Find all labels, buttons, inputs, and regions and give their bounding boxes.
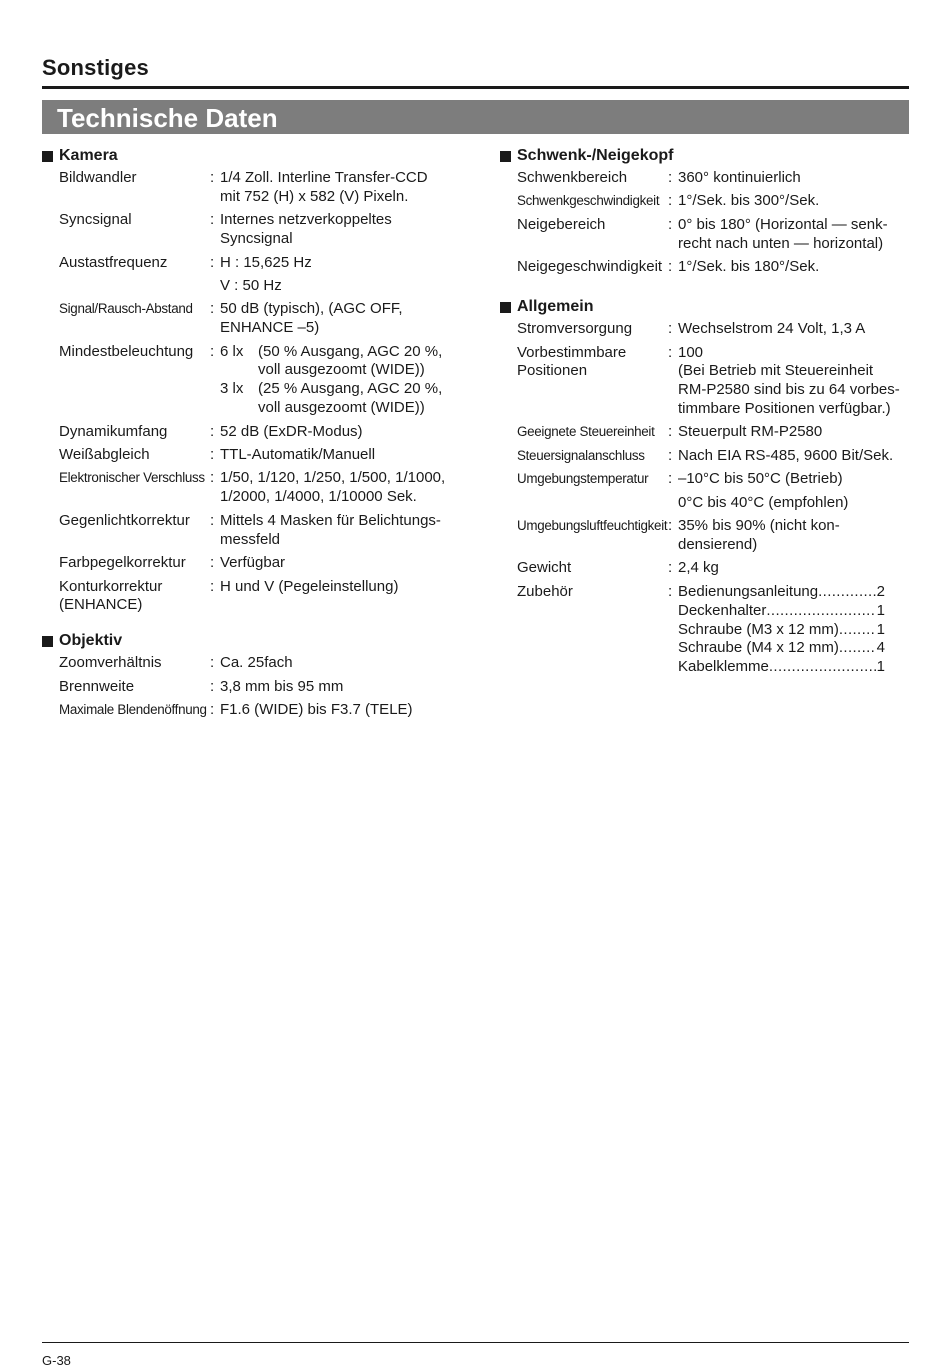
spec-subvalue-key: 6 lx [220, 342, 244, 360]
spec-label: Schwenkbereich [517, 169, 628, 186]
spec-value: 52 dB (ExDR-Modus) [220, 422, 363, 440]
spec-value-line: 1/50, 1/120, 1/250, 1/500, 1/1000, [220, 469, 446, 487]
spec-subvalue-key: 3 lx [220, 380, 244, 398]
section-title: Sonstiges [42, 55, 149, 80]
spec-value-line: (25 % Ausgang, AGC 20 %, [258, 380, 443, 398]
colon: : [668, 446, 673, 464]
objektiv-section [42, 631, 462, 720]
spec-row-gewicht [500, 559, 910, 578]
spec-value [678, 344, 910, 419]
spec-value-line: voll ausgezoomt (WIDE)) [258, 361, 425, 379]
spec-label-line: (ENHANCE) [59, 596, 143, 614]
dot-leader [839, 639, 876, 658]
spec-label: Maximale Blendenöffnung [59, 702, 207, 718]
allgemein-heading-text: Allgemein [517, 298, 594, 316]
objektiv-heading [42, 631, 462, 651]
spec-label: Austastfrequenz [59, 253, 168, 271]
spec-row-signal-rausch [42, 300, 462, 338]
spec-row-austastfrequenz [42, 254, 462, 296]
allgemein-section [500, 297, 910, 677]
square-bullet-icon [500, 151, 511, 162]
square-bullet-icon [42, 636, 53, 647]
spec-row-bildwandler [42, 169, 462, 207]
colon: : [210, 169, 215, 186]
spec-label: Elektronischer Verschluss [59, 470, 205, 486]
accessory-quantity: 1 [876, 658, 885, 676]
accessory-quantity: 2 [876, 582, 885, 600]
spec-row-luftfeuchtigkeit [500, 517, 910, 555]
spec-value: 3,8 mm bis 95 mm [220, 677, 344, 695]
spec-value-line: H : 15,625 Hz [220, 253, 312, 271]
spec-row-weissabgleich [42, 446, 462, 465]
spec-value: 1°/Sek. bis 180°/Sek. [678, 258, 820, 276]
spec-value-line: densierend) [678, 535, 758, 553]
dot-leader [818, 583, 876, 602]
accessory-quantity: 4 [876, 639, 885, 657]
colon: : [668, 470, 673, 488]
spec-value: 2,4 kg [678, 559, 719, 577]
colon: : [210, 469, 215, 487]
colon: : [668, 517, 673, 535]
accessory-name: Bedienungsanleitung [678, 582, 819, 600]
spec-value: 1°/Sek. bis 300°/Sek. [678, 192, 820, 210]
spec-value-line: recht nach unten — horizontal) [678, 234, 884, 252]
spec-row-schwenkbereich [500, 169, 910, 188]
spec-value-line: messfeld [220, 530, 281, 548]
accessory-list [678, 583, 910, 677]
colon: : [668, 192, 673, 210]
schwenk-heading [500, 146, 910, 166]
dot-leader [769, 658, 876, 677]
colon: : [210, 253, 215, 271]
accessory-name: Schraube (M4 x 12 mm) [678, 639, 839, 657]
spec-subvalue-text [258, 380, 442, 418]
spec-row-steuereinheit [500, 423, 910, 442]
spec-value: Ca. 25fach [220, 654, 293, 672]
spec-row-neigegeschwindigkeit [500, 258, 910, 277]
spec-value-line: Syncsignal [220, 230, 293, 248]
spec-label: Gewicht [517, 559, 572, 577]
spec-label: Syncsignal [59, 211, 132, 229]
spec-value-line: V : 50 Hz [220, 276, 282, 294]
colon: : [210, 677, 215, 695]
spec-row-mindestbeleuchtung [42, 343, 462, 418]
spec-value-line: mit 752 (H) x 582 (V) Pixeln. [220, 187, 409, 205]
spec-label: Zoomverhältnis [59, 654, 162, 672]
spec-value [220, 300, 462, 338]
colon: : [668, 343, 673, 361]
spec-value-line: 0°C bis 40°C (empfohlen) [678, 493, 849, 511]
spec-row-gegenlicht [42, 512, 462, 550]
spec-row-syncsignal [42, 211, 462, 249]
colon: : [210, 554, 215, 572]
spec-label-line: Vorbestimmbare [517, 343, 627, 361]
colon: : [668, 169, 673, 186]
dot-leader [839, 621, 876, 640]
spec-label: Zubehör [517, 582, 573, 600]
spec-row-neigebereich [500, 216, 910, 254]
colon: : [210, 422, 215, 440]
schwenk-section [500, 146, 910, 277]
objektiv-heading-text: Objektiv [59, 632, 123, 650]
footer-rule [42, 1342, 909, 1343]
spec-value [220, 469, 462, 507]
spec-value-line: 1/4 Zoll. Interline Transfer-CCD [220, 169, 428, 186]
accessory-item [678, 583, 885, 602]
spec-value-line: RM-P2580 sind bis zu 64 vorbes- [678, 381, 900, 399]
spec-value-line: –10°C bis 50°C (Betrieb) [678, 470, 843, 488]
spec-label: Steuersignalanschluss [517, 447, 645, 463]
colon: : [668, 559, 673, 577]
spec-value [678, 470, 910, 512]
colon: : [210, 211, 215, 229]
spec-value-line: ENHANCE –5) [220, 319, 320, 337]
spec-label: Gegenlichtkorrektur [59, 511, 190, 529]
spec-row-brennweite [42, 678, 462, 697]
spec-value: H und V (Pegeleinstellung) [220, 577, 399, 595]
spec-label: Neigegeschwindigkeit [517, 258, 663, 276]
spec-subvalue [220, 343, 462, 381]
spec-value-line: 0° bis 180° (Horizontal — senk- [678, 215, 888, 233]
colon: : [668, 582, 673, 600]
spec-value [220, 343, 462, 418]
spec-label [500, 344, 668, 419]
colon: : [210, 511, 215, 529]
spec-label [42, 578, 210, 616]
accessory-item [678, 602, 885, 621]
spec-row-schwenkgeschwindigkeit [500, 192, 910, 211]
allgemein-heading [500, 297, 910, 317]
spec-value: Steuerpult RM-P2580 [678, 423, 823, 441]
spec-value [678, 517, 910, 555]
spec-label: Brennweite [59, 677, 135, 695]
accessory-item [678, 639, 885, 658]
spec-label: Mindestbeleuchtung [59, 342, 194, 360]
spec-row-steuersignal [500, 447, 910, 466]
square-bullet-icon [42, 151, 53, 162]
spec-label: Neigebereich [517, 215, 606, 233]
spec-label: Umgebungsluftfeuchtigkeit [517, 518, 668, 534]
spec-row-temperatur [500, 470, 910, 512]
colon: : [210, 577, 215, 595]
dot-leader [766, 602, 875, 621]
colon: : [210, 300, 215, 318]
accessory-quantity: 1 [876, 601, 885, 619]
spec-row-zubehoer [500, 583, 910, 677]
spec-subvalue-text [258, 343, 442, 381]
spec-label: Geeignete Steuereinheit [517, 424, 655, 440]
colon: : [210, 701, 215, 719]
spec-value: TTL-Automatik/Manuell [220, 445, 376, 463]
spec-value [678, 216, 910, 254]
spec-value: Nach EIA RS-485, 9600 Bit/Sek. [678, 446, 894, 464]
spec-value: F1.6 (WIDE) bis F3.7 (TELE) [220, 701, 413, 719]
spec-row-kontur [42, 578, 462, 616]
spec-value-line: (50 % Ausgang, AGC 20 %, [258, 342, 443, 360]
spec-value: 360° kontinuierlich [678, 169, 801, 186]
colon: : [210, 654, 215, 672]
spec-value-line: Mittels 4 Masken für Belichtungs- [220, 511, 441, 529]
kamera-heading [42, 146, 462, 166]
spec-value-line: voll ausgezoomt (WIDE)) [258, 399, 425, 417]
spec-row-zoom [42, 654, 462, 673]
colon: : [668, 258, 673, 276]
spec-label: Dynamikumfang [59, 422, 168, 440]
accessory-item [678, 621, 885, 640]
spec-value-line: 35% bis 90% (nicht kon- [678, 517, 840, 535]
spec-value-line: (Bei Betrieb mit Steuereinheit [678, 362, 874, 380]
colon: : [668, 423, 673, 441]
spec-value: Wechselstrom 24 Volt, 1,3 A [678, 320, 866, 338]
spec-value [220, 254, 462, 296]
accessory-item [678, 658, 885, 677]
spec-label-line: Konturkorrektur [59, 577, 163, 595]
spec-label: Signal/Rausch-Abstand [59, 301, 193, 317]
spec-label: Weißabgleich [59, 445, 150, 463]
page-title: Technische Daten [42, 100, 909, 134]
spec-value-line: 1/2000, 1/4000, 1/10000 Sek. [220, 488, 417, 506]
right-column [500, 145, 910, 693]
colon: : [668, 215, 673, 233]
colon: : [210, 445, 215, 463]
accessory-name: Kabelklemme [678, 658, 769, 676]
spec-value-line: 50 dB (typisch), (AGC OFF, [220, 300, 403, 318]
spec-row-dynamikumfang [42, 423, 462, 442]
accessory-name: Schraube (M3 x 12 mm) [678, 620, 839, 638]
square-bullet-icon [500, 302, 511, 313]
spec-value-line: Internes netzverkoppeltes [220, 211, 392, 229]
kamera-section [42, 146, 462, 615]
spec-value [220, 512, 462, 550]
spec-label-line: Positionen [517, 362, 588, 380]
colon: : [210, 342, 215, 360]
colon: : [668, 320, 673, 338]
spec-value [220, 169, 462, 207]
spec-row-positionen [500, 344, 910, 419]
spec-label: Stromversorgung [517, 320, 633, 338]
spec-row-farbpegel [42, 554, 462, 573]
title-rule [42, 86, 909, 89]
kamera-heading-text: Kamera [59, 147, 118, 164]
spec-row-stromversorgung [500, 320, 910, 339]
schwenk-heading-text: Schwenk-/Neigekopf [517, 147, 674, 164]
spec-row-blende [42, 701, 462, 720]
spec-label: Bildwandler [59, 169, 137, 186]
spec-value-line: timmbare Positionen verfügbar.) [678, 399, 891, 417]
spec-label: Schwenkgeschwindigkeit [517, 193, 660, 209]
spec-label: Farbpegelkorrektur [59, 554, 186, 572]
spec-value-line: 100 [678, 343, 704, 361]
spec-row-verschluss [42, 469, 462, 507]
accessory-name: Deckenhalter [678, 601, 767, 619]
spec-label: Umgebungstemperatur [517, 471, 649, 487]
spec-subvalue [220, 380, 462, 418]
spec-value [220, 211, 462, 249]
page-number: G-38 [42, 1353, 71, 1368]
left-column [42, 145, 462, 736]
spec-value: Verfügbar [220, 554, 286, 572]
accessory-quantity: 1 [876, 620, 885, 638]
